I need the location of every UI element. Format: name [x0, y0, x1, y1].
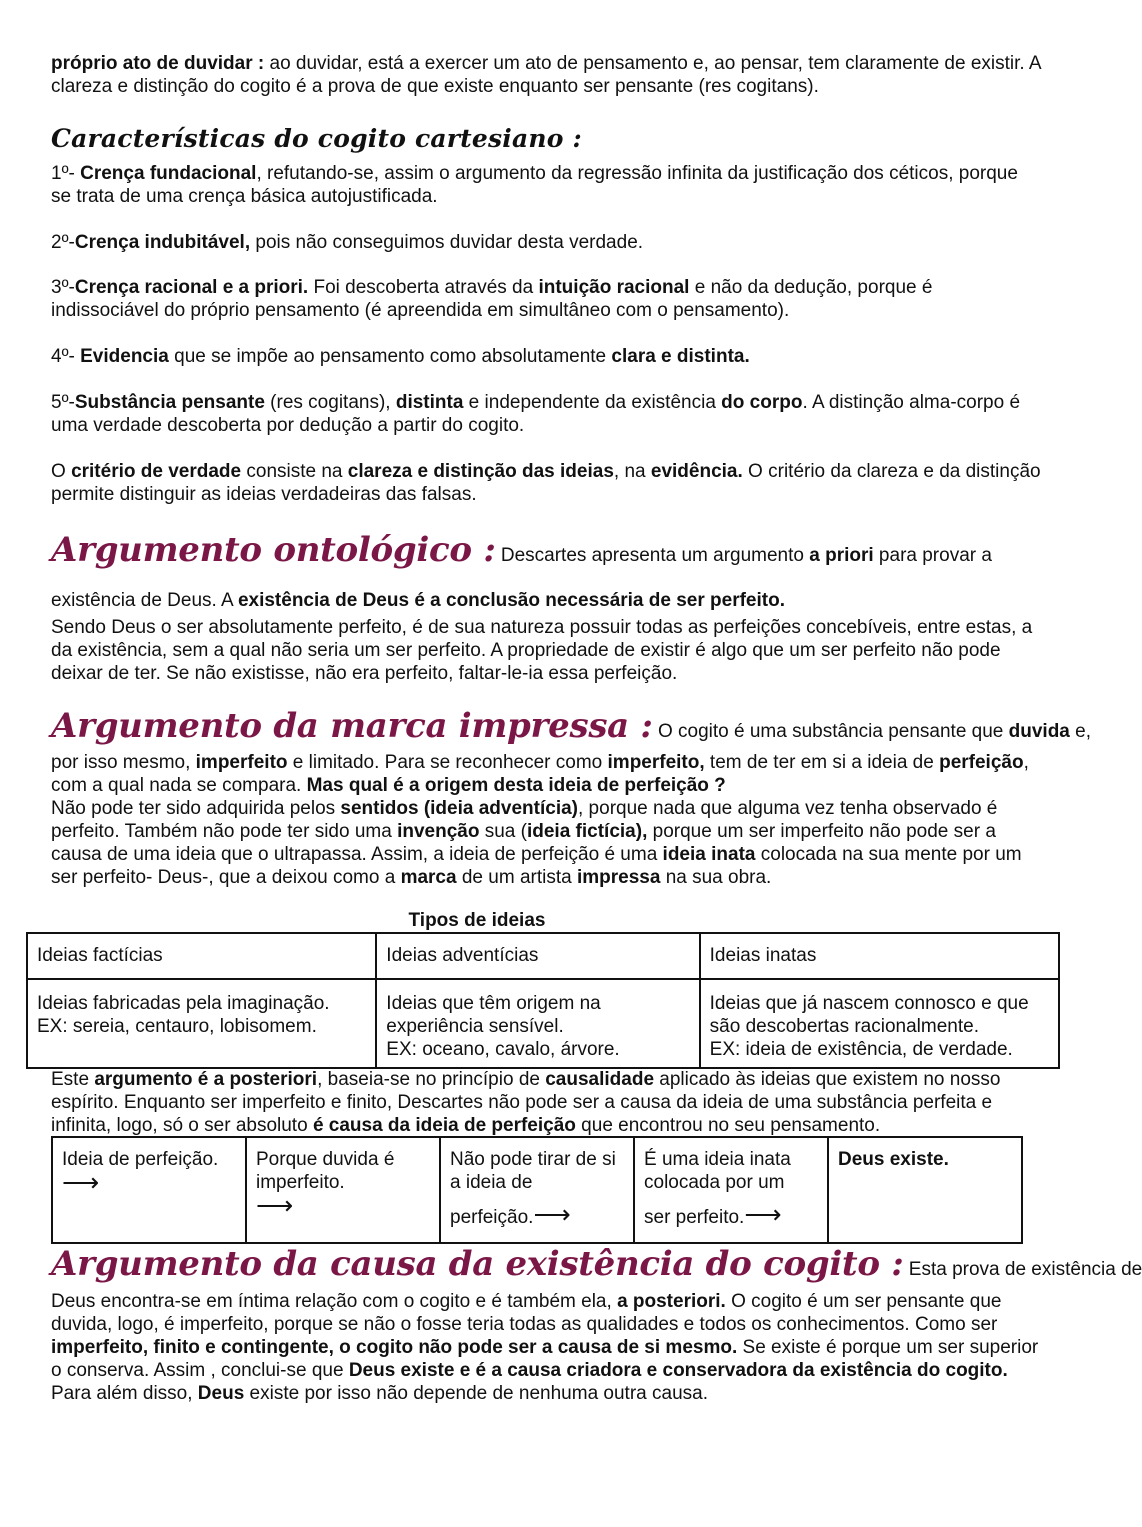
bold: ideia inata	[662, 844, 756, 865]
text: tem de ter em si a ideia de	[704, 752, 940, 773]
text: , refutando-se, assim o argumento da regressão infinita da justificação dos céticos, porque se trata de uma crença básica autojustificada.	[51, 163, 1018, 207]
arrow-icon: ⟶	[533, 1199, 571, 1229]
table-header-row	[27, 933, 1059, 979]
text: na sua obra.	[660, 867, 772, 888]
bold: argumento é a posteriori	[94, 1069, 318, 1090]
text: e,	[1069, 721, 1091, 742]
cell-line: EX: oceano, cavalo, árvore.	[386, 1039, 620, 1060]
bold: Mas qual é a origem desta ideia de perfeição ?	[306, 775, 726, 796]
num: 2º-	[51, 232, 75, 253]
text: existência de Deus. A	[51, 590, 238, 611]
text: que se impõe ao pensamento como absolutamente	[168, 346, 612, 367]
bold: marca	[400, 867, 457, 888]
text: Esta prova de existência de	[903, 1259, 1142, 1280]
ontological-line	[51, 589, 1041, 612]
ideas-table-title: Tipos de ideias	[408, 910, 546, 931]
cell-line: experiência sensível.	[386, 1016, 564, 1037]
bold: distinta	[395, 392, 464, 413]
chain-cell	[52, 1137, 246, 1243]
text: , com a qual nada se compara.	[51, 752, 1029, 796]
bold: clara e distinta.	[611, 346, 750, 367]
text: O cogito é um ser pensante que duvida, logo, é imperfeito, porque se não o fosse teria todas as qualidades e todos os conhecimentos. Como ser	[51, 1291, 1002, 1335]
argument-chain-table	[51, 1136, 1023, 1244]
text: por isso mesmo,	[51, 752, 196, 773]
bold: critério de verdade	[71, 461, 242, 482]
cell-line: Ideias fabricadas pela imaginação.	[37, 993, 330, 1014]
text: consiste na	[241, 461, 348, 482]
text: e não da dedução, porque é indissociável do próprio pensamento (é apreendida em simultâneo com o pensamento).	[51, 277, 933, 321]
text: Foi descoberta através da	[308, 277, 539, 298]
bold: sentidos (ideia adventícia)	[340, 798, 578, 819]
text: , porque nada que alguma vez tenha observado é perfeito. Também não pode ter sido uma	[51, 798, 998, 842]
bold: evidência.	[650, 461, 743, 482]
bold: Deus existe e é a causa criadora e conservadora da existência do cogito.	[348, 1360, 1008, 1381]
bold: invenção	[397, 821, 480, 842]
header-cell: Ideias adventícias	[376, 933, 699, 979]
characteristic-2	[51, 231, 1041, 254]
bold: a posteriori.	[617, 1291, 726, 1312]
mark-heading: Argumento da marca impressa :	[51, 706, 653, 746]
bold: intuição racional	[538, 277, 690, 298]
bold: Crença fundacional	[80, 163, 257, 184]
characteristic-1	[51, 162, 1041, 208]
truth-criterion	[51, 460, 1041, 506]
intro-paragraph	[51, 52, 1041, 98]
ontological-heading-line	[51, 530, 992, 570]
bold: a priori	[809, 545, 874, 566]
text: , baseia-se no princípio de	[317, 1069, 546, 1090]
cell-line: Ideias que têm origem na	[386, 993, 601, 1014]
text: O	[51, 461, 72, 482]
num: 3º-	[51, 277, 75, 298]
posteriori-paragraph	[51, 1068, 1016, 1137]
cell-line: Ideias que já nascem connosco e que	[709, 993, 1029, 1014]
text: de um artista	[456, 867, 577, 888]
cell-text: Não pode tirar de si a ideia de	[450, 1149, 616, 1193]
bold: imperfeito,	[607, 752, 705, 773]
bold: Evidencia	[80, 346, 169, 367]
bold: perfeição	[939, 752, 1024, 773]
arrow-icon: ⟶	[62, 1167, 100, 1197]
text: , na	[613, 461, 651, 482]
bold: duvida	[1008, 721, 1070, 742]
ontological-heading: Argumento ontológico :	[51, 530, 496, 570]
text: O critério da clareza e da distinção permite distinguir as ideias verdadeiras das falsas.	[51, 461, 1041, 505]
num: 1º-	[51, 163, 81, 184]
text: para provar a	[873, 545, 992, 566]
bold: ideia fictícia),	[526, 821, 648, 842]
num: 5º-	[51, 392, 75, 413]
bold: Substância pensante	[74, 392, 265, 413]
bold: imperfeito, finito e contingente, o cogito não pode ser a causa de si mesmo.	[51, 1337, 738, 1358]
table-cell	[376, 979, 699, 1068]
text: existe por isso não depende de nenhuma outra causa.	[244, 1383, 708, 1404]
table-row	[52, 1137, 1022, 1243]
ideas-table	[26, 932, 1060, 1069]
text: O cogito é uma substância pensante que	[652, 721, 1009, 742]
header-cell: Ideias inatas	[700, 933, 1059, 979]
bold: Deus	[197, 1383, 245, 1404]
num: 4º-	[51, 346, 81, 367]
cause-paragraph	[51, 1290, 1041, 1405]
chain-cell	[246, 1137, 440, 1243]
cell-text: Ideia de perfeição.	[62, 1149, 219, 1170]
intro-text: ao duvidar, está a exercer um ato de pensamento e, ao pensar, tem claramente de existir. A clareza e distinção do cogito é a prova de que existe enquanto ser pensante (res cogitans).	[51, 53, 1041, 97]
bold: é causa da ideia de perfeição	[312, 1115, 576, 1136]
cause-heading-line	[51, 1244, 1142, 1284]
table-cell	[700, 979, 1059, 1068]
cause-heading: Argumento da causa da existência do cogito :	[51, 1244, 904, 1284]
table-cell	[27, 979, 376, 1068]
text: porque um ser imperfeito não pode ser a causa de uma ideia que o ultrapassa. Assim, a ideia de perfeição é uma	[51, 821, 996, 865]
cell-line: EX: sereia, centauro, lobisomem.	[37, 1016, 317, 1037]
characteristic-3	[51, 276, 1041, 322]
text: Não pode ter sido adquirida pelos	[51, 798, 341, 819]
arrow-icon: ⟶	[256, 1190, 294, 1220]
cell-text: ser perfeito.	[644, 1207, 745, 1228]
text: e independente da existência	[463, 392, 722, 413]
bold: existência de Deus é a conclusão necessária de ser perfeito.	[237, 590, 785, 611]
chain-cell	[634, 1137, 828, 1243]
ontological-paragraph: Sendo Deus o ser absolutamente perfeito, é de sua natureza possuir todas as perfeições concebíveis, entre estas, a da existência, sem a qual não seria um ser perfeito. A propriedade de existir é algo que um ser perfeito não pode deixar de ter. Se não existisse, não era perfeito, faltar-le-ia essa perfeição.	[51, 617, 1033, 684]
text: . A distinção alma-corpo é uma verdade descoberta por dedução a partir do cogito.	[51, 392, 1021, 436]
cell-text: perfeição.	[450, 1207, 534, 1228]
text: Se existe é porque um ser superior o conserva. Assim , conclui-se que	[51, 1337, 1039, 1381]
text: que encontrou no seu pensamento.	[575, 1115, 881, 1136]
cell-text: É uma ideia inata colocada por um	[644, 1149, 791, 1193]
characteristic-5	[51, 391, 1041, 437]
characteristic-4	[51, 345, 1041, 368]
text: Este	[51, 1069, 95, 1090]
bold: Crença indubitável,	[74, 232, 251, 253]
text: (res cogitans),	[264, 392, 396, 413]
header-cell: Ideias factícias	[27, 933, 376, 979]
characteristics-heading: Características do cogito cartesiano :	[51, 124, 582, 153]
table-row	[27, 979, 1059, 1068]
bold: impressa	[576, 867, 661, 888]
arrow-icon: ⟶	[744, 1199, 782, 1229]
cell-text: Deus existe.	[838, 1149, 949, 1170]
text: pois não conseguimos duvidar desta verdade.	[250, 232, 644, 253]
bold: imperfeito	[195, 752, 288, 773]
cell-text: Porque duvida é imperfeito.	[256, 1149, 395, 1193]
bold: Crença racional e a priori.	[74, 277, 309, 298]
chain-cell	[828, 1137, 1022, 1243]
intro-bold: próprio ato de duvidar :	[51, 53, 265, 74]
mark-heading-line	[51, 706, 1091, 746]
mark-paragraph	[51, 751, 1041, 889]
bold: causalidade	[545, 1069, 655, 1090]
text: sua (	[479, 821, 527, 842]
cell-line: EX: ideia de existência, de verdade.	[709, 1039, 1013, 1060]
text: Para além disso,	[51, 1383, 198, 1404]
text: Descartes apresenta um argumento	[495, 545, 810, 566]
text: e limitado. Para se reconhecer como	[287, 752, 608, 773]
bold: do corpo	[721, 392, 803, 413]
text: Deus encontra-se em íntima relação com o cogito e é também ela,	[51, 1291, 618, 1312]
bold: clareza e distinção das ideias	[347, 461, 614, 482]
text: aplicado às ideias que existem no nosso espírito. Enquanto ser imperfeito e finito, Descartes não pode ser a causa da ideia de uma substância perfeita e infinita, logo, só o ser absoluto	[51, 1069, 1001, 1136]
text: colocada na sua mente por um ser perfeito- Deus-, que a deixou como a	[51, 844, 1022, 888]
cell-line: são descobertas racionalmente.	[709, 1016, 979, 1037]
chain-cell	[440, 1137, 634, 1243]
